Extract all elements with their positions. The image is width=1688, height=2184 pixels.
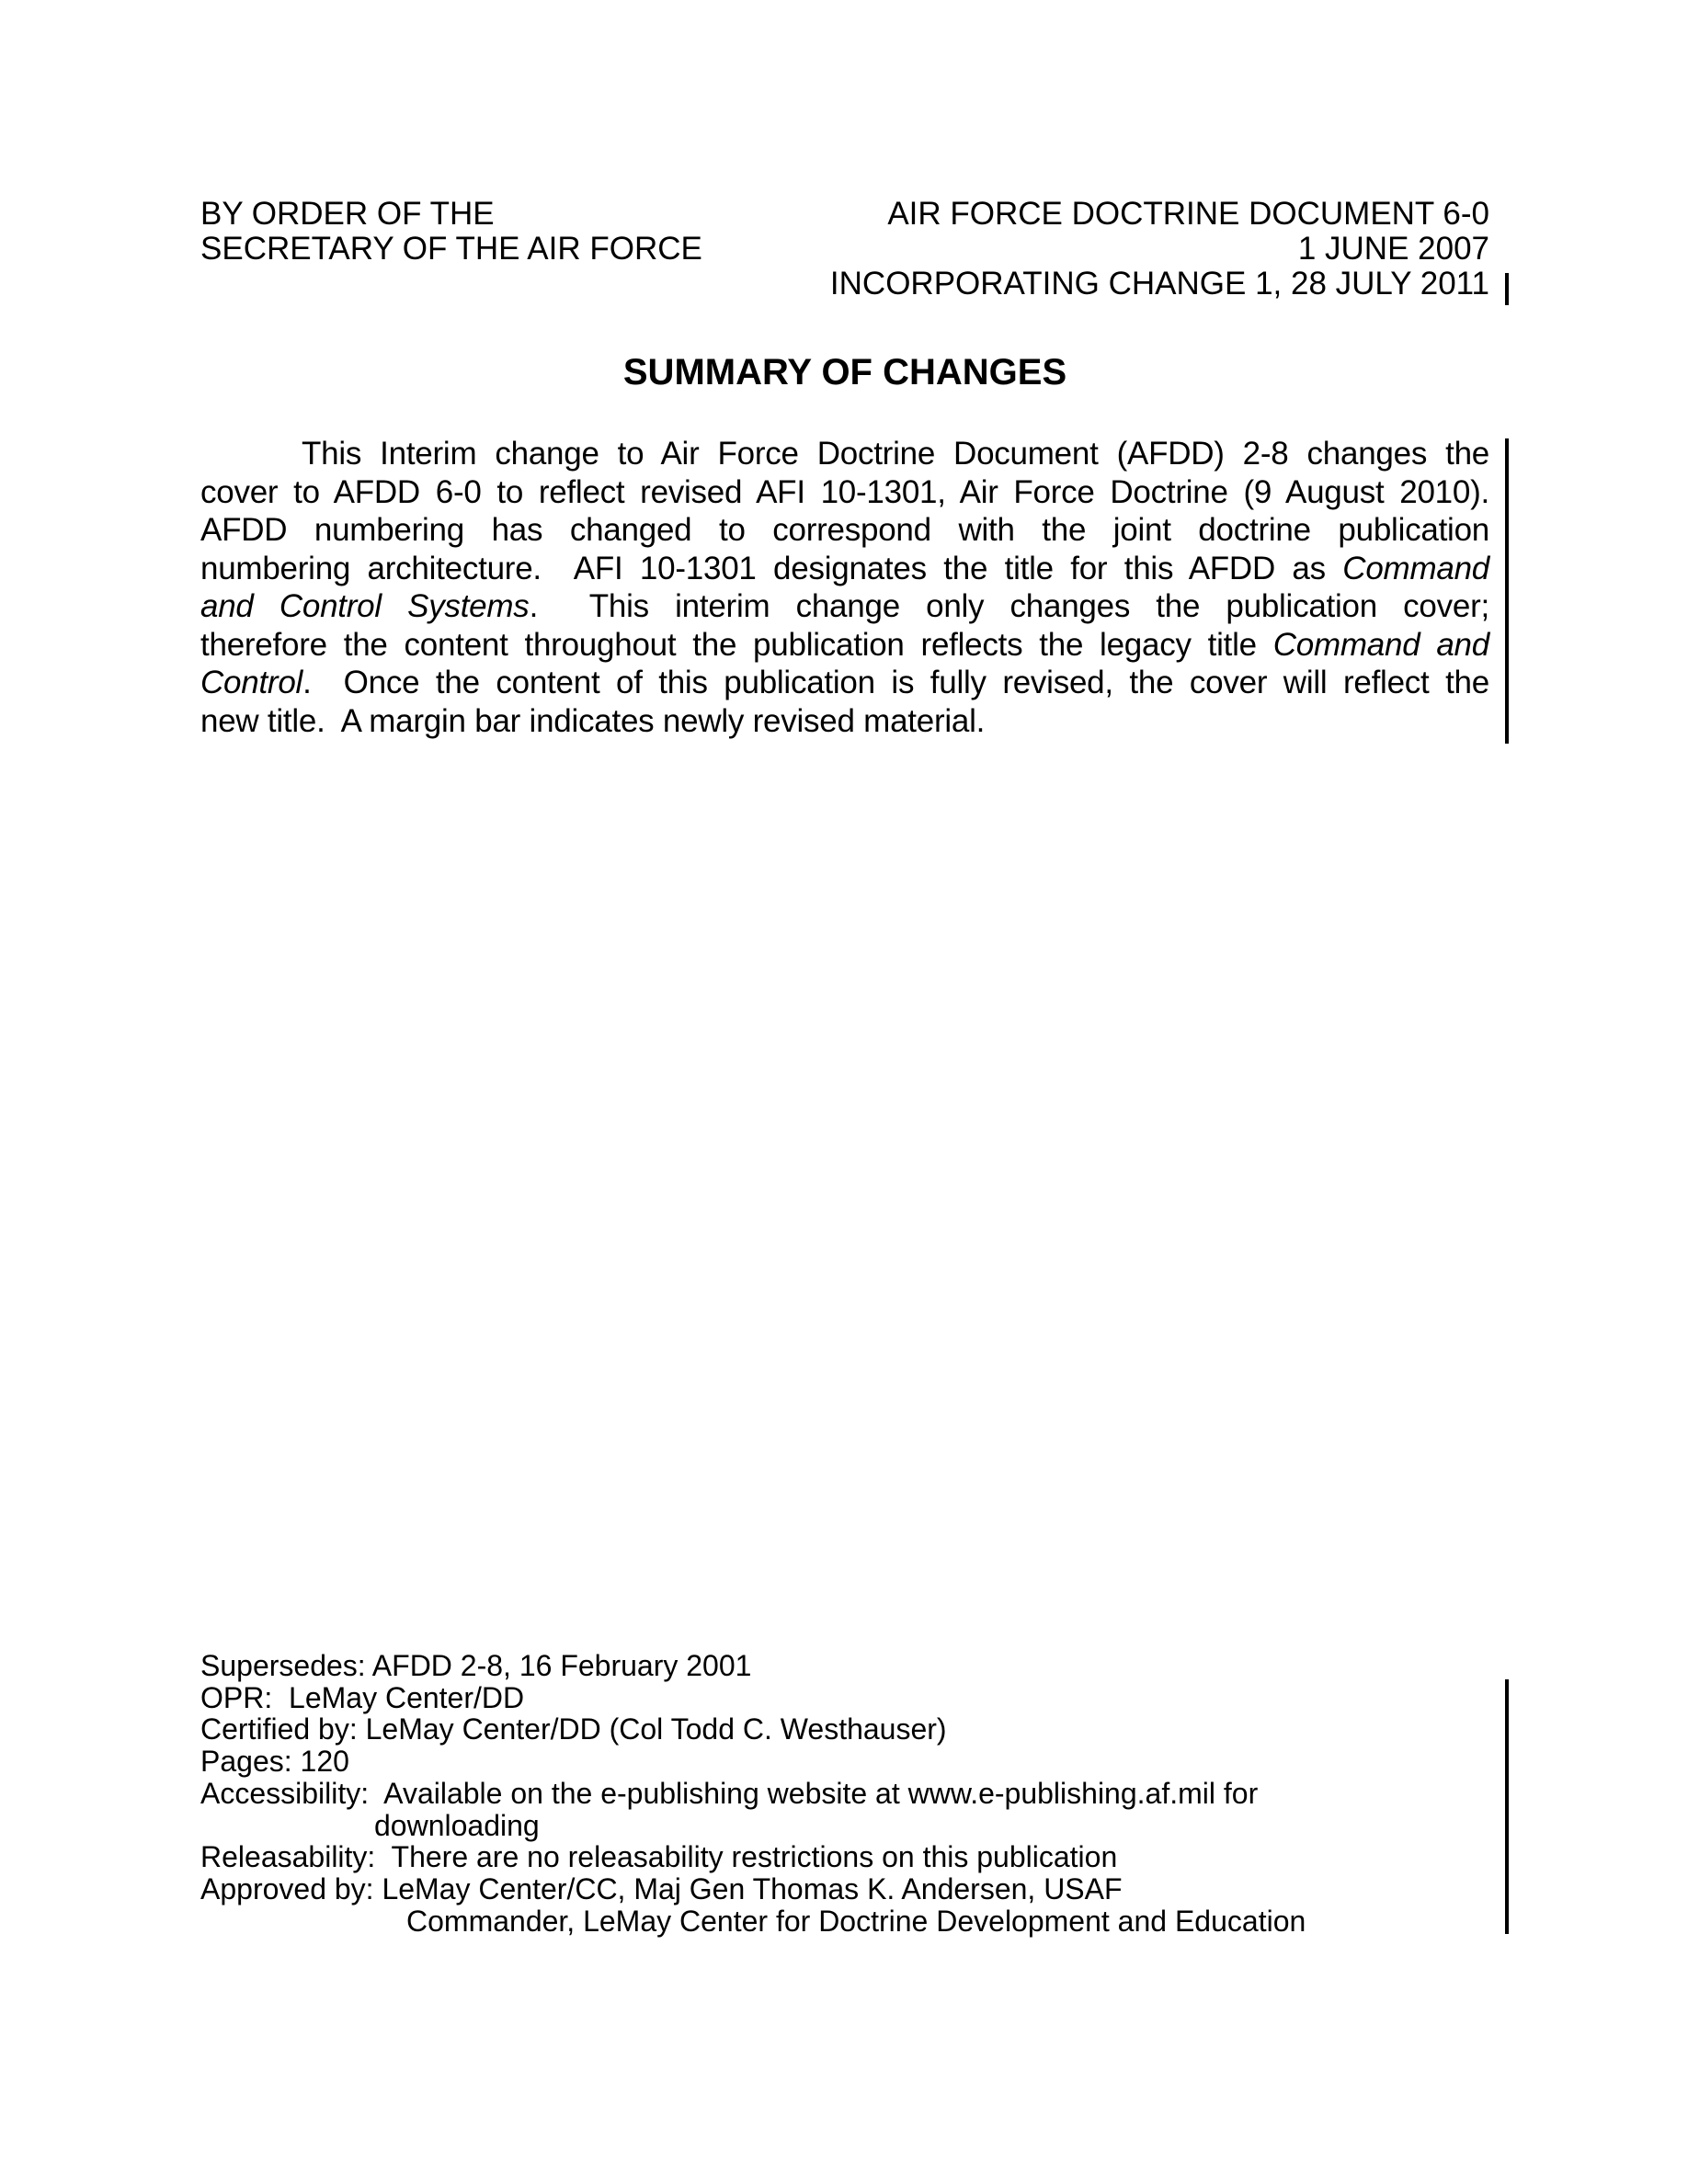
header-document-id bbox=[200, 197, 1489, 301]
opr-line: OPR: LeMay Center/DD bbox=[200, 1680, 525, 1714]
paragraph-line bbox=[200, 587, 1489, 626]
accessibility-line: Accessibility: Available on the e-publishing website at www.e-publishing.af.mil for bbox=[200, 1776, 1259, 1810]
paragraph-line bbox=[200, 435, 1489, 473]
change-bar-publication-info bbox=[1505, 1679, 1509, 1934]
paragraph-line bbox=[200, 626, 1489, 665]
header-document-number-line: AIR FORCE DOCTRINE DOCUMENT 6-0 bbox=[887, 196, 1489, 232]
certified-by-line: Certified by: LeMay Center/DD (Col Todd C. Westhauser) bbox=[200, 1712, 947, 1746]
paragraph-text: new title. A margin bar indicates newly revised material. bbox=[200, 702, 986, 739]
supersedes-line: Supersedes: AFDD 2-8, 16 February 2001 bbox=[200, 1649, 752, 1682]
header-secretary-line: SECRETARY OF THE AIR FORCE bbox=[200, 231, 702, 267]
paragraph-line bbox=[200, 511, 1489, 550]
header-change-line: INCORPORATING CHANGE 1, 28 JULY 2011 bbox=[829, 266, 1489, 301]
change-bar-paragraph bbox=[1505, 438, 1509, 744]
paragraph-text-italic: Command and bbox=[1272, 626, 1489, 663]
change-bar-header bbox=[1505, 273, 1509, 305]
pages-line: Pages: 120 bbox=[200, 1745, 349, 1779]
paragraph-line bbox=[200, 550, 1489, 588]
approved-by-line: Approved by: LeMay Center/CC, Maj Gen Thomas K. Andersen, USAF bbox=[200, 1871, 1123, 1905]
approved-by-continuation-line: Commander, LeMay Center for Doctrine Development and Education bbox=[406, 1904, 1306, 1938]
paragraph-line bbox=[200, 664, 1489, 702]
accessibility-continuation-line: downloading bbox=[374, 1808, 540, 1842]
summary-paragraph bbox=[200, 435, 1489, 740]
paragraph-text-italic: Control bbox=[200, 665, 303, 700]
paragraph-text: cover to AFDD 6-0 to reflect revised AFI 10-1301, Air Force Doctrine (9 August 2010). bbox=[200, 473, 1489, 510]
paragraph-text-italic: Command bbox=[1342, 550, 1489, 586]
paragraph-text: AFDD numbering has changed to correspond with the joint doctrine publication bbox=[200, 512, 1489, 548]
paragraph-line bbox=[200, 702, 1489, 741]
paragraph-line bbox=[200, 473, 1489, 512]
paragraph-text: . This interim change only changes the publication cover; bbox=[529, 588, 1489, 624]
header-date-line: 1 JUNE 2007 bbox=[1297, 231, 1489, 267]
page-title: SUMMARY OF CHANGES bbox=[622, 352, 1067, 392]
paragraph-text: This Interim change to Air Force Doctrine Document (AFDD) 2-8 changes the bbox=[302, 436, 1489, 472]
paragraph-text: therefore the content throughout the publication reflects the legacy title bbox=[200, 626, 1273, 663]
releasability-line: Releasability: There are no releasability restrictions on this publication bbox=[200, 1840, 1118, 1874]
paragraph-text-italic: and Control Systems bbox=[200, 588, 530, 624]
header-by-order-line: BY ORDER OF THE bbox=[200, 196, 495, 232]
paragraph-text: numbering architecture. AFI 10-1301 designates the title for this AFDD as bbox=[200, 550, 1343, 586]
publication-info-block bbox=[200, 1650, 1489, 1937]
paragraph-text: . Once the content of this publication is fully revised, the cover will reflect the bbox=[302, 665, 1489, 700]
